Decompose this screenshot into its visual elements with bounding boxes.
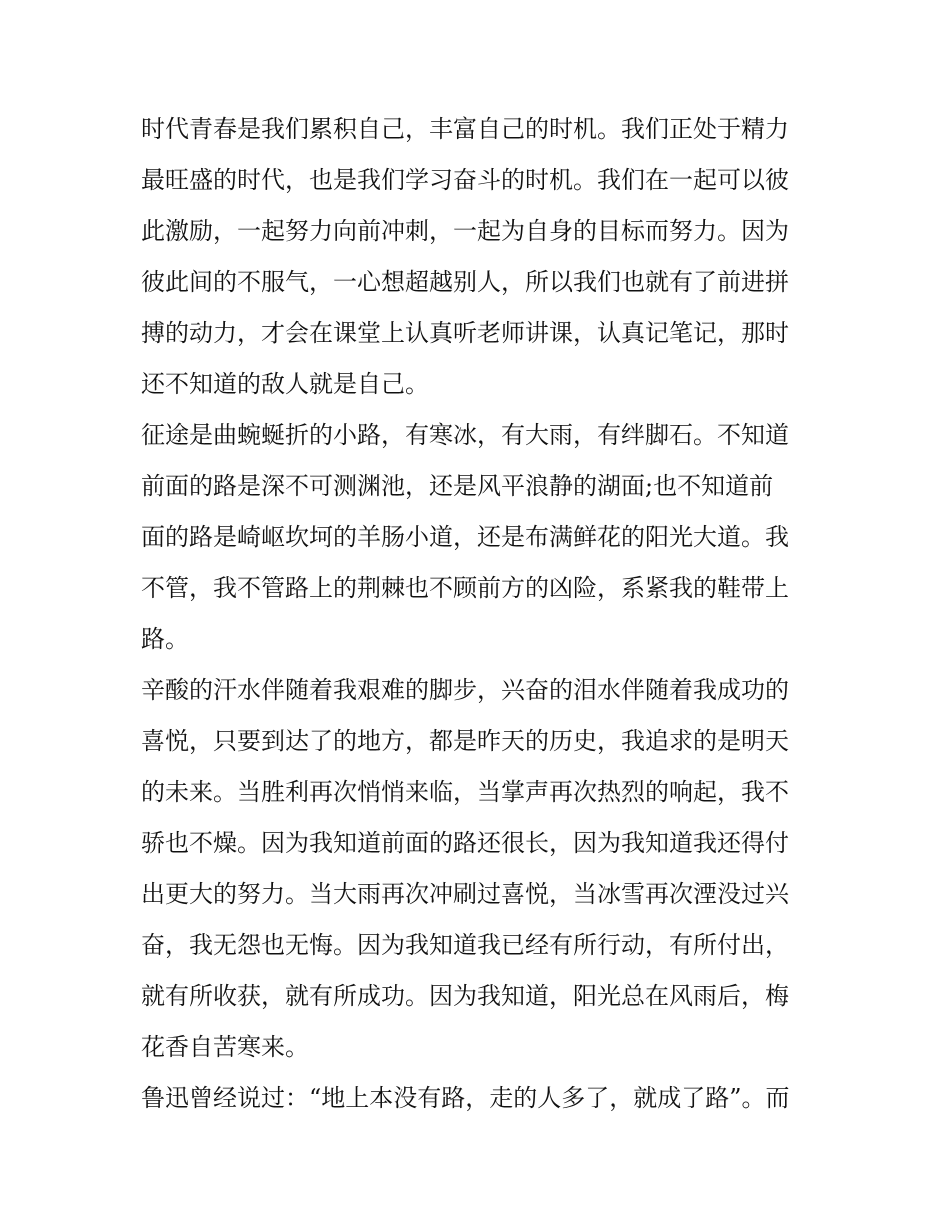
text-line: 搏的动力，才会在课堂上认真听老师讲课，认真记笔记，那时: [141, 319, 789, 347]
text-line: 辛酸的汗水伴随着我艰难的脚步，兴奋的泪水伴随着我成功的: [141, 676, 789, 704]
text-line: 时代青春是我们累积自己，丰富自己的时机。我们正处于精力: [141, 115, 789, 143]
text-line: 此激励，一起努力向前冲刺，一起为自身的目标而努力。因为: [141, 217, 789, 245]
text-line: 不管，我不管路上的荆棘也不顾前方的凶险，系紧我的鞋带上: [141, 574, 789, 602]
text-line: 骄也不燥。因为我知道前面的路还很长，因为我知道我还得付: [141, 829, 789, 857]
text-line: 征途是曲蜿蜒折的小路，有寒冰，有大雨，有绊脚石。不知道: [141, 421, 789, 449]
text-line: 花香自苦寒来。: [141, 1033, 309, 1061]
text-line: 出更大的努力。当大雨再次冲刷过喜悦，当冰雪再次湮没过兴: [141, 880, 789, 908]
text-line: 还不知道的敌人就是自己。: [141, 370, 429, 398]
text-line: 面的路是崎岖坎坷的羊肠小道，还是布满鲜花的阳光大道。我: [141, 523, 789, 551]
text-line: 路。: [141, 625, 189, 653]
paragraph-1: [141, 104, 813, 410]
text-line: 最旺盛的时代，也是我们学习奋斗的时机。我们在一起可以彼: [141, 166, 789, 194]
text-line: 前面的路是深不可测渊池，还是风平浪静的湖面;也不知道前: [141, 472, 774, 500]
text-line: 喜悦，只要到达了的地方，都是昨天的历史，我追求的是明天: [141, 727, 789, 755]
text-line: 就有所收获，就有所成功。因为我知道，阳光总在风雨后，梅: [141, 982, 789, 1010]
text-line: 彼此间的不服气，一心想超越别人，所以我们也就有了前进拼: [141, 268, 789, 296]
document-body: [141, 104, 813, 1124]
paragraph-4: [141, 1073, 813, 1124]
paragraph-3: [141, 665, 813, 1073]
text-line: 奋，我无怨也无悔。因为我知道我已经有所行动，有所付出，: [141, 931, 789, 959]
text-line: 的未来。当胜利再次悄悄来临，当掌声再次热烈的响起，我不: [141, 778, 789, 806]
text-line: 鲁迅曾经说过：“地上本没有路，走的人多了，就成了路”。而: [141, 1084, 790, 1112]
paragraph-2: [141, 410, 813, 665]
